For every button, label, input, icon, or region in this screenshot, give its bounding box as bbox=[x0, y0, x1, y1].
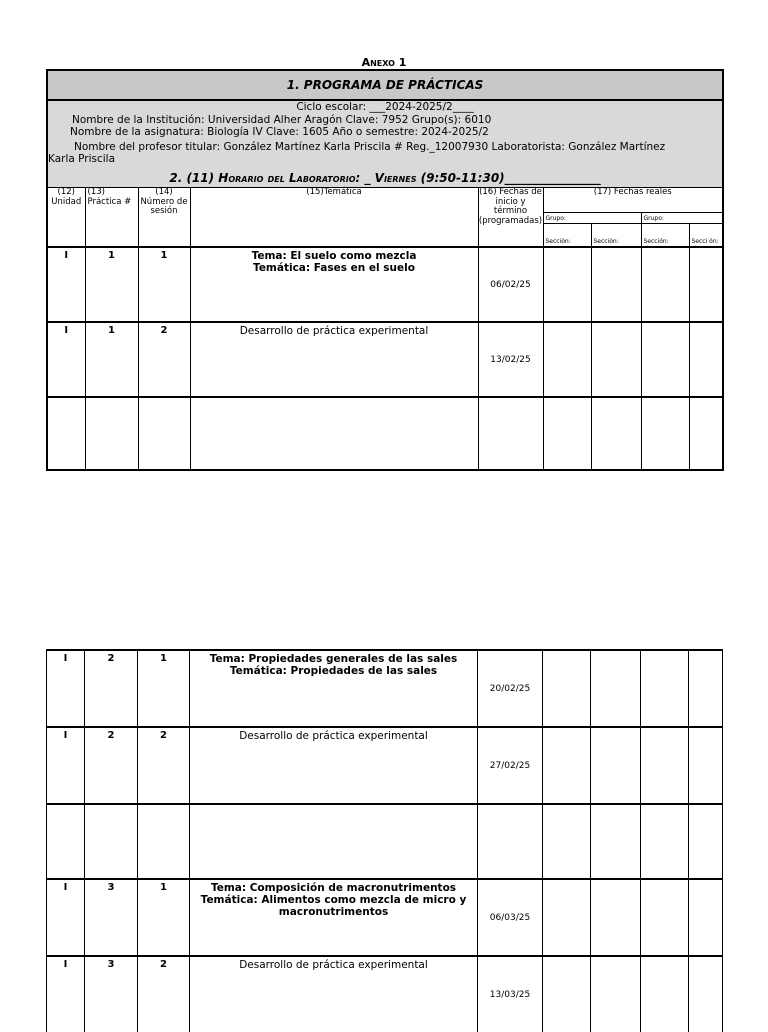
cell-real-3 bbox=[641, 727, 689, 804]
cell-real-2 bbox=[591, 247, 641, 322]
course-info bbox=[47, 100, 723, 188]
cell-sesion: 2 bbox=[138, 956, 190, 1032]
cell-practica: 3 bbox=[85, 879, 138, 956]
table-row bbox=[47, 804, 723, 879]
seccion-label-1: Sección: bbox=[543, 224, 591, 248]
cell-unidad: I bbox=[47, 650, 85, 727]
cell-unidad: I bbox=[47, 247, 85, 322]
table-row bbox=[47, 247, 723, 322]
seccion-label-3: Sección: bbox=[641, 224, 689, 248]
cell-real-3 bbox=[641, 879, 689, 956]
cell-unidad bbox=[47, 397, 85, 470]
cell-sesion: 2 bbox=[138, 727, 190, 804]
cell-real-1 bbox=[543, 247, 591, 322]
cell-tematica bbox=[190, 397, 478, 470]
cell-real-2 bbox=[591, 397, 641, 470]
cell-real-3 bbox=[641, 322, 689, 397]
cell-real-1 bbox=[543, 727, 591, 804]
cell-fecha: 13/03/25 bbox=[478, 956, 543, 1032]
cell-unidad: I bbox=[47, 879, 85, 956]
cell-tematica: Desarrollo de práctica experimental bbox=[190, 727, 478, 804]
cell-unidad: I bbox=[47, 727, 85, 804]
cell-practica bbox=[85, 804, 138, 879]
lab-schedule-label: Horario del Laboratorio: bbox=[218, 170, 361, 185]
cell-fecha: 27/02/25 bbox=[478, 727, 543, 804]
cell-tematica: Desarrollo de práctica experimental bbox=[190, 956, 478, 1032]
cell-real-3 bbox=[641, 397, 689, 470]
section1-title: 1. PROGRAMA DE PRÁCTICAS bbox=[47, 70, 723, 100]
cell-sesion: 1 bbox=[138, 879, 190, 956]
table-row bbox=[47, 956, 723, 1032]
practice-program-table-continued bbox=[46, 649, 723, 1032]
cell-practica: 2 bbox=[85, 727, 138, 804]
column-header-sesion: (14) Número de sesión bbox=[138, 188, 190, 248]
tema-text: Tema: Propiedades generales de las sales bbox=[209, 653, 458, 665]
cell-sesion: 1 bbox=[138, 247, 190, 322]
cell-real-4 bbox=[689, 650, 723, 727]
tema-text: Tema: El suelo como mezcla bbox=[251, 250, 417, 262]
teacher-line: Nombre del profesor titular: González Martínez Karla Priscila # Reg._12007930 Laboratorista: González Martínez bbox=[74, 140, 666, 153]
tematica-text: Temática: Alimentos como mezcla de micro y macronutrimentos bbox=[200, 894, 467, 918]
cell-practica: 3 bbox=[85, 956, 138, 1032]
cell-tematica bbox=[190, 879, 478, 956]
cell-real-2 bbox=[591, 727, 641, 804]
table-row bbox=[47, 879, 723, 956]
cell-real-3 bbox=[641, 247, 689, 322]
cell-tematica bbox=[190, 650, 478, 727]
column-header-fechas-reales: (17) Fechas reales bbox=[543, 188, 723, 213]
cell-fecha bbox=[478, 397, 543, 470]
cell-real-2 bbox=[591, 956, 641, 1032]
cell-fecha bbox=[478, 804, 543, 879]
cell-real-1 bbox=[543, 879, 591, 956]
tematica-text: Temática: Fases en el suelo bbox=[253, 262, 415, 274]
seccion-label-2: Sección: bbox=[591, 224, 641, 248]
table-row bbox=[47, 650, 723, 727]
cell-real-1 bbox=[543, 956, 591, 1032]
subject-line: Nombre de la asignatura: Biología IV Clave: 1605 Año o semestre: 2024-2025/2 bbox=[70, 126, 489, 138]
cell-real-1 bbox=[543, 650, 591, 727]
annex-title: Anexo 1 bbox=[361, 56, 407, 69]
cell-fecha: 20/02/25 bbox=[478, 650, 543, 727]
cell-real-1 bbox=[543, 804, 591, 879]
cell-fecha: 06/02/25 bbox=[478, 247, 543, 322]
cell-real-2 bbox=[591, 879, 641, 956]
grupo-label-2: Grupo: bbox=[641, 213, 723, 224]
cell-unidad bbox=[47, 804, 85, 879]
column-header-unidad: (12) Unidad bbox=[47, 188, 85, 248]
cell-practica: 1 bbox=[85, 247, 138, 322]
cell-real-4 bbox=[689, 804, 723, 879]
cell-real-4 bbox=[689, 397, 723, 470]
cell-tematica bbox=[190, 247, 478, 322]
table-row bbox=[47, 322, 723, 397]
cell-fecha: 13/02/25 bbox=[478, 322, 543, 397]
cell-real-3 bbox=[641, 804, 689, 879]
cell-unidad: I bbox=[47, 956, 85, 1032]
cell-real-1 bbox=[543, 397, 591, 470]
cell-real-3 bbox=[641, 956, 689, 1032]
lab-schedule-title bbox=[48, 172, 722, 188]
cell-real-4 bbox=[689, 956, 723, 1032]
lab-schedule-value: _ Viernes (9:50-11:30)________________ bbox=[360, 170, 601, 185]
cell-practica: 1 bbox=[85, 322, 138, 397]
cell-real-4 bbox=[689, 322, 723, 397]
cell-real-2 bbox=[591, 804, 641, 879]
cell-unidad: I bbox=[47, 322, 85, 397]
school-cycle: Ciclo escolar: ___2024-2025/2____ bbox=[296, 101, 474, 113]
cell-sesion bbox=[138, 397, 190, 470]
cell-sesion: 1 bbox=[138, 650, 190, 727]
cell-real-2 bbox=[591, 322, 641, 397]
cell-real-3 bbox=[641, 650, 689, 727]
cell-real-2 bbox=[591, 650, 641, 727]
cell-practica bbox=[85, 397, 138, 470]
cell-tematica: Desarrollo de práctica experimental bbox=[190, 322, 478, 397]
cell-sesion: 2 bbox=[138, 322, 190, 397]
lab-schedule-prefix: 2. (11) bbox=[169, 170, 219, 185]
column-header-practica: (13) Práctica # bbox=[85, 188, 138, 248]
cell-fecha: 06/03/25 bbox=[478, 879, 543, 956]
cell-sesion bbox=[138, 804, 190, 879]
cell-real-1 bbox=[543, 322, 591, 397]
cell-real-4 bbox=[689, 247, 723, 322]
column-header-fechas-programadas: (16) Fechas de inicio y término (programadas) bbox=[478, 188, 543, 248]
table-row bbox=[47, 397, 723, 470]
tema-text: Tema: Composición de macronutrimentos bbox=[210, 882, 457, 894]
table-row bbox=[47, 727, 723, 804]
cell-tematica bbox=[190, 804, 478, 879]
cell-real-4 bbox=[689, 879, 723, 956]
teacher-line-continued: Karla Priscila bbox=[48, 153, 116, 165]
cell-practica: 2 bbox=[85, 650, 138, 727]
institution-line: Nombre de la Institución: Universidad Alher Aragón Clave: 7952 Grupo(s): 6010 bbox=[72, 113, 492, 126]
practice-program-table bbox=[46, 69, 724, 471]
seccion-label-4: Secci ón: bbox=[689, 224, 723, 248]
cell-real-4 bbox=[689, 727, 723, 804]
tematica-text: Temática: Propiedades de las sales bbox=[229, 665, 438, 677]
column-header-tematica: (15)Temática bbox=[190, 188, 478, 248]
grupo-label-1: Grupo: bbox=[543, 213, 641, 224]
